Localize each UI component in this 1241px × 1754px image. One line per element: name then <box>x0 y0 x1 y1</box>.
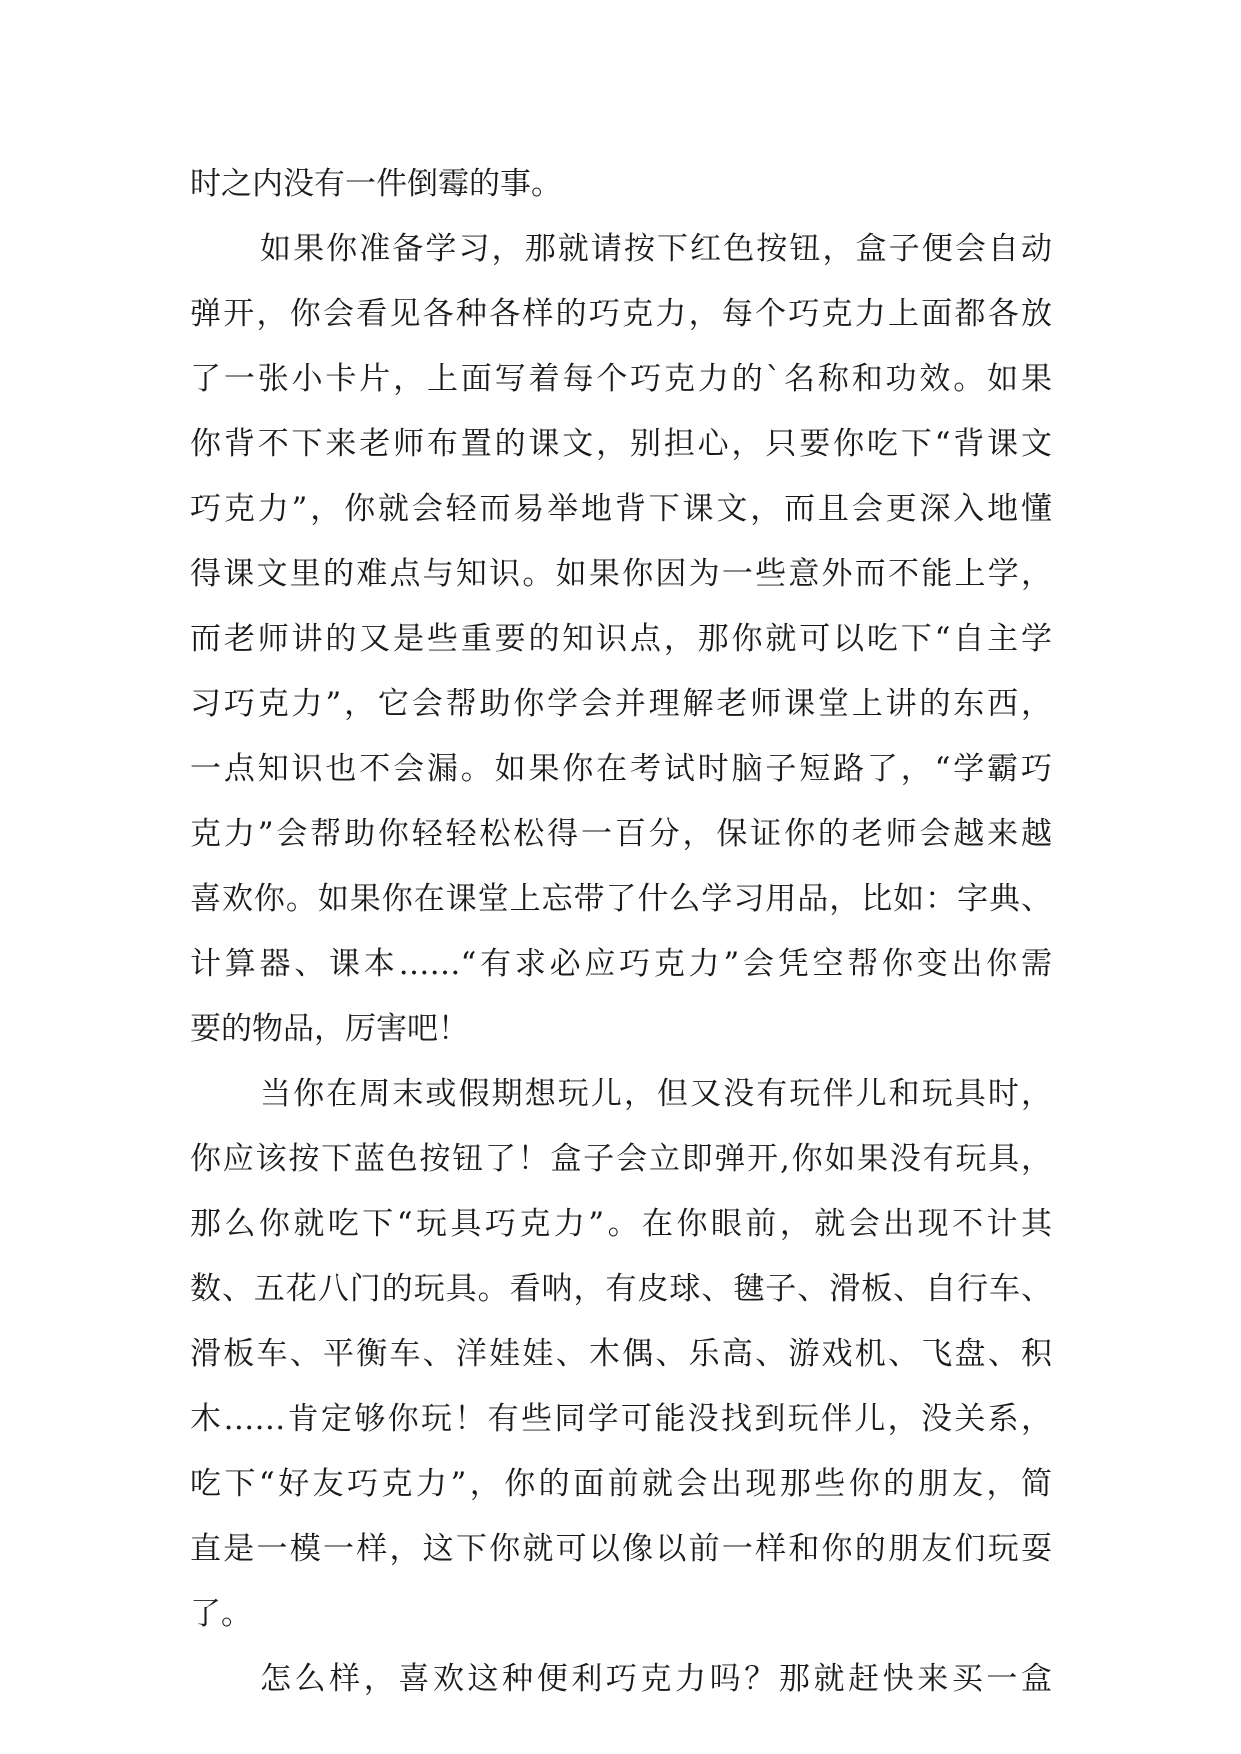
text-line-17: 那么你就吃下“玩具巧克力”。在你眼前，就会出现不计其 <box>190 1206 1052 1242</box>
text-line-20: 木……肯定够你玩！有些同学可能没找到玩伴儿，没关系， <box>190 1401 1052 1437</box>
text-line-9: 习巧克力”，它会帮助你学会并理解老师课堂上讲的东西， <box>190 686 1052 722</box>
text-line-1: 时之内没有一件倒霉的事。 <box>190 166 562 202</box>
text-line-10: 一点知识也不会漏。如果你在考试时脑子短路了，“学霸巧 <box>190 751 1052 787</box>
text-line-6: 巧克力”，你就会轻而易举地背下课文，而且会更深入地懂 <box>190 491 1052 527</box>
body-text <box>190 152 1052 1712</box>
text-line-8: 而老师讲的又是些重要的知识点，那你就可以吃下“自主学 <box>190 621 1052 657</box>
text-line-19: 滑板车、平衡车、洋娃娃、木偶、乐高、游戏机、飞盘、积 <box>190 1336 1052 1372</box>
text-line-15: 当你在周末或假期想玩儿，但又没有玩伴儿和玩具时， <box>260 1076 1052 1112</box>
text-line-23: 了。 <box>190 1596 252 1632</box>
text-line-5: 你背不下来老师布置的课文，别担心，只要你吃下“背课文 <box>190 426 1052 462</box>
text-line-22: 直是一模一样，这下你就可以像以前一样和你的朋友们玩耍 <box>190 1531 1052 1567</box>
text-line-12: 喜欢你。如果你在课堂上忘带了什么学习用品，比如：字典、 <box>190 881 1052 917</box>
text-line-21: 吃下“好友巧克力”，你的面前就会出现那些你的朋友，简 <box>190 1466 1052 1502</box>
text-line-16: 你应该按下蓝色按钮了！盒子会立即弹开,你如果没有玩具， <box>190 1141 1052 1177</box>
text-line-7: 得课文里的难点与知识。如果你因为一些意外而不能上学， <box>190 556 1052 592</box>
text-line-18: 数、五花八门的玩具。看呐，有皮球、毽子、滑板、自行车、 <box>190 1271 1052 1307</box>
text-line-11: 克力”会帮助你轻轻松松得一百分，保证你的老师会越来越 <box>190 816 1052 852</box>
text-line-4: 了一张小卡片，上面写着每个巧克力的`名称和功效。如果 <box>190 361 1052 397</box>
text-line-13: 计算器、课本……“有求必应巧克力”会凭空帮你变出你需 <box>190 946 1052 982</box>
text-line-14: 要的物品，厉害吧！ <box>190 1011 469 1047</box>
text-line-24: 怎么样，喜欢这种便利巧克力吗？那就赶快来买一盒 <box>260 1661 1052 1697</box>
text-line-3: 弹开，你会看见各种各样的巧克力，每个巧克力上面都各放 <box>190 296 1052 332</box>
text-line-2: 如果你准备学习，那就请按下红色按钮，盒子便会自动 <box>260 231 1052 267</box>
